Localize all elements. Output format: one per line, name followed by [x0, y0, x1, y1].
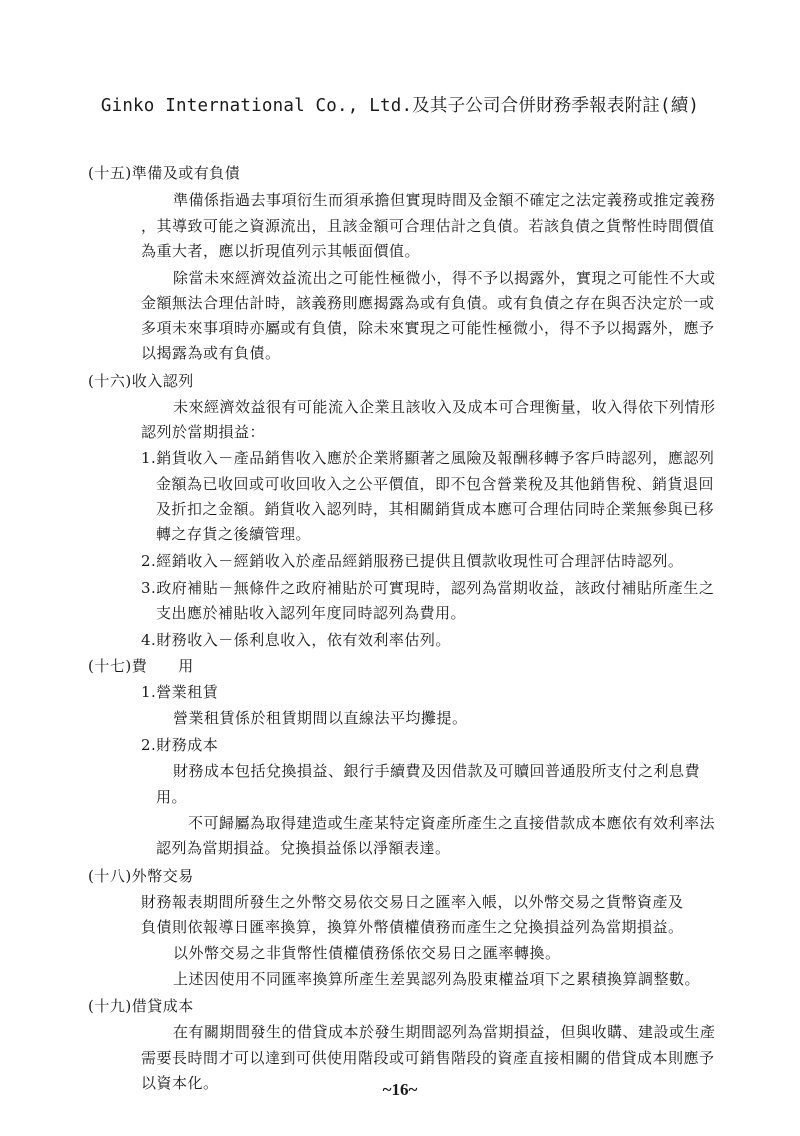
paragraph-line: 不可歸屬為取得建造或生產某特定資產所產生之直接借款成本應依有效利率法 — [188, 814, 716, 832]
paragraph-line: 財務成本包括兌換損益、銀行手續費及因借款及可贖回普通股所支付之利息費 — [173, 762, 701, 780]
paragraph-line: 在有關期間發生的借貸成本於發生期間認列為當期損益，但與收購、建設或生產 — [173, 1023, 716, 1041]
page-title: Ginko International Co., Ltd.及其子公司合併財務季報表附註(續) — [100, 96, 700, 116]
paragraph-line: 以資本化。 — [141, 1074, 219, 1092]
paragraph-line: 營業租賃係於租賃期間以直線法平均攤提。 — [173, 709, 468, 727]
paragraph-line: 以揭露為或有負債。 — [141, 344, 281, 362]
section-heading-borrowing-costs: (十九)借貸成本 — [88, 997, 194, 1015]
list-item: 2.財務成本 — [141, 736, 219, 754]
paragraph-line: 多項未來事項時亦屬或有負債，除未來實現之可能性極微小，得不予以揭露外，應予 — [141, 319, 715, 337]
list-item: 3.政府補貼－無條件之政府補貼於可實現時，認列為當期收益，該政付補貼所產生之 — [141, 579, 715, 597]
section-heading-revenue-recognition: (十六)收入認列 — [88, 372, 194, 390]
paragraph-line: 以外幣交易之非貨幣性債權債務係依交易日之匯率轉換。 — [173, 944, 561, 962]
list-item-continuation: 支出應於補貼收入認列年度同時認列為費用。 — [156, 604, 467, 622]
list-item-continuation: 轉之存貨之後續管理。 — [156, 525, 312, 543]
paragraph-line: ，其導致可能之資源流出，且該金額可合理估計之負債。若該負債之貨幣性時間價值 — [141, 217, 715, 235]
section-heading-expenses: (十七)費 用 — [88, 657, 194, 675]
paragraph-line: 為重大者，應以折現值列示其帳面價值。 — [141, 242, 421, 260]
paragraph-line: 上述因使用不同匯率換算所產生差異認列為股東權益項下之累積換算調整數。 — [173, 970, 701, 988]
paragraph-line: 金額無法合理估計時，該義務則應揭露為或有負債。或有負債之存在與否決定於一或 — [141, 294, 715, 312]
list-item: 2.經銷收入－經銷收入於產品經銷服務已提供且價款收現性可合理評估時認列。 — [141, 552, 684, 570]
paragraph-line: 認列為當期損益。兌換損益係以淨額表達。 — [156, 839, 451, 857]
list-item: 1.營業租賃 — [141, 683, 219, 701]
paragraph-line: 認列於當期損益： — [141, 423, 266, 441]
paragraph-line: 需要長時間才可以達到可供使用階段或可銷售階段的資產直接相關的借貸成本則應予 — [141, 1049, 715, 1067]
paragraph-line: 除當未來經濟效益流出之可能性極微小，得不予以揭露外，實現之可能性不大或 — [173, 269, 716, 287]
paragraph-line: 財務報表期間所發生之外幣交易依交易日之匯率入帳，以外幣交易之貨幣資產及 — [141, 893, 684, 911]
page-number: ~16~ — [382, 1080, 418, 1099]
list-item-continuation: 及折扣之金額。銷貨收入認列時，其相關銷貨成本應可合理估同時企業無參與已移 — [156, 500, 715, 518]
list-item-continuation: 金額為已收回或可收回收入之公平價值，即不包含營業稅及其他銷售稅、銷貨退回 — [156, 475, 715, 493]
section-heading-foreign-currency: (十八)外幣交易 — [88, 867, 194, 885]
list-item: 1.銷貨收入－產品銷售收入應於企業將顯著之風險及報酬移轉予客戶時認列，應認列 — [141, 449, 715, 467]
section-heading-provisions: (十五)準備及或有負債 — [88, 164, 241, 182]
paragraph-line: 用。 — [156, 788, 188, 806]
paragraph-line: 準備係指過去事項衍生而須承擔但實現時間及金額不確定之法定義務或推定義務 — [173, 191, 716, 209]
list-item: 4.財務收入－係利息收入，依有效利率估列。 — [141, 631, 451, 649]
paragraph-line: 負債則依報導日匯率換算，換算外幣債權債務而產生之兌換損益列為當期損益。 — [141, 918, 684, 936]
paragraph-line: 未來經濟效益很有可能流入企業且該收入及成本可合理衡量，收入得依下列情形 — [173, 398, 716, 416]
